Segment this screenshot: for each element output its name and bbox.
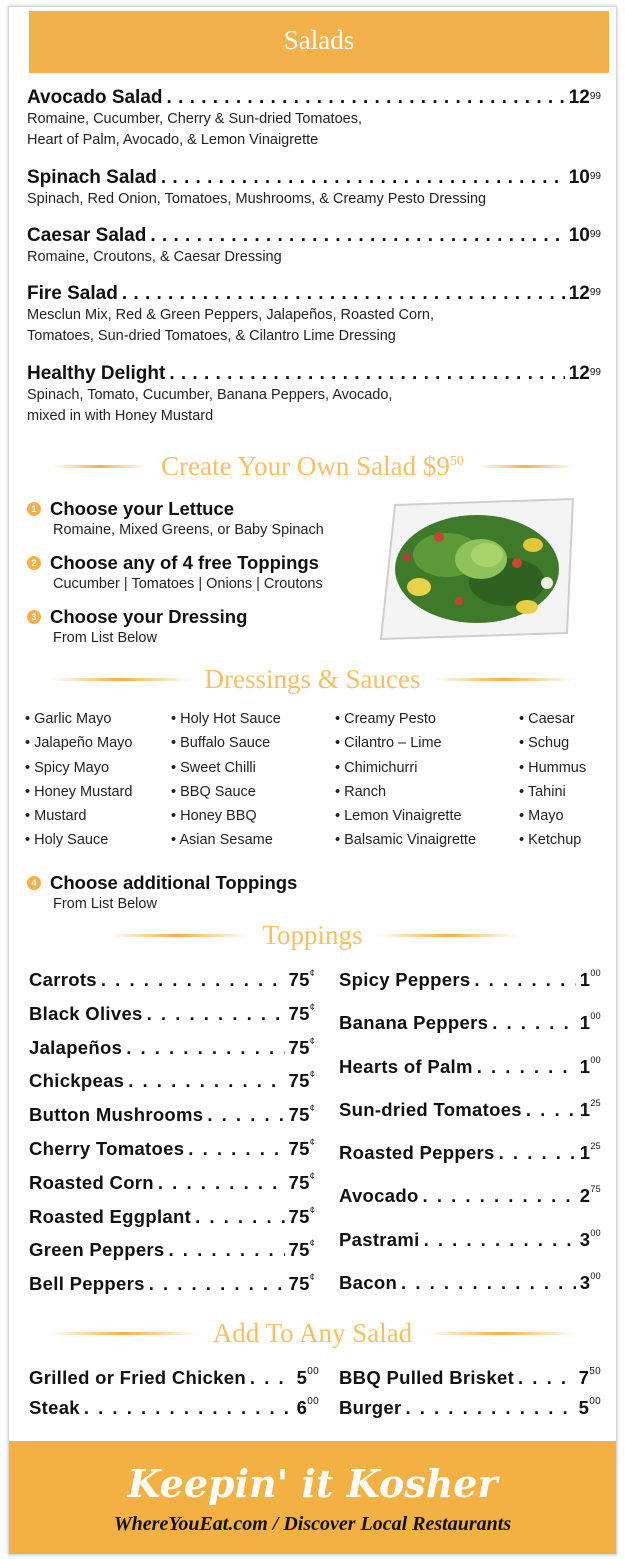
step-number-badge: 1 xyxy=(27,502,41,516)
step-sub: From List Below xyxy=(53,630,157,646)
salad-price: $12^{99}$ xyxy=(568,363,601,384)
salad-item xyxy=(27,87,601,151)
add-item: BBQ Pulled Brisket . . . $7^{50}$ xyxy=(339,1367,601,1389)
salad-price: $10^{99}$ xyxy=(568,225,601,246)
create-salad-title: Create Your Own Salad xyxy=(161,450,417,481)
topping-item: Roasted Corn . . . 75¢ xyxy=(29,1172,315,1206)
dressing-item: • Cilantro – Lime xyxy=(335,731,476,755)
dressing-item: • Caesar xyxy=(519,707,586,731)
topping-item: Roasted Peppers . . . $1^{25}$ xyxy=(339,1142,601,1185)
step-toppings xyxy=(27,552,323,594)
salad-desc: mixed in with Honey Mustard xyxy=(27,408,214,424)
salad-desc: Spinach, Tomato, Cucumber, Banana Peppers, Avocado, xyxy=(27,387,393,403)
salad-item xyxy=(27,283,601,347)
salad-desc: Mesclun Mix, Red & Green Peppers, Jalapeños, Roasted Corn, xyxy=(27,307,435,323)
topping-item: Cherry Tomatoes . . . 75¢ xyxy=(29,1138,315,1172)
step-dressing xyxy=(27,606,247,648)
salad-bowl-image xyxy=(377,497,577,645)
dressing-item: • Honey BBQ xyxy=(171,804,281,828)
dressing-item: • BBQ Sauce xyxy=(171,780,281,804)
salad-name: Avocado Salad xyxy=(27,87,163,108)
salad-price: $12^{99}$ xyxy=(568,283,601,304)
topping-item: Sun-dried Tomatoes . . . $1^{25}$ xyxy=(339,1099,601,1142)
add-item: Steak . . . $6^{00}$ xyxy=(29,1397,319,1419)
topping-item: Green Peppers . . . 75¢ xyxy=(29,1239,315,1273)
step-sub: Cucumber | Tomatoes | Onions | Croutons xyxy=(53,576,323,592)
topping-item: Spicy Peppers . . . $1^{00}$ xyxy=(339,969,601,1012)
dressings-column xyxy=(335,707,476,853)
dressing-item: • Hummus xyxy=(519,756,586,780)
salad-name: Caesar Salad xyxy=(27,225,147,246)
salad-desc: Tomatoes, Sun-dried Tomatoes, & Cilantro Lime Dressing xyxy=(27,328,396,344)
topping-item: Carrots . . . 75¢ xyxy=(29,969,315,1003)
dressing-item: • Holy Sauce xyxy=(25,828,132,852)
step-title: Choose your Lettuce xyxy=(50,498,234,519)
dressing-item: • Mayo xyxy=(519,804,586,828)
topping-item: Pastrami . . . $3^{00}$ xyxy=(339,1229,601,1272)
topping-item: Black Olives . . . 75¢ xyxy=(29,1003,315,1037)
dressing-item: • Ranch xyxy=(335,780,476,804)
salad-desc: Romaine, Cucumber, Cherry & Sun-dried Tomatoes, xyxy=(27,111,362,127)
create-salad-heading xyxy=(9,448,616,484)
topping-item: Hearts of Palm . . . $1^{00}$ xyxy=(339,1056,601,1099)
dressing-item: • Tahini xyxy=(519,780,586,804)
step-number-badge: 4 xyxy=(27,876,41,890)
dressing-item: • Jalapeño Mayo xyxy=(25,731,132,755)
dressing-item: • Balsamic Vinaigrette xyxy=(335,828,476,852)
dressing-item: • Spicy Mayo xyxy=(25,756,132,780)
add-heading xyxy=(9,1315,616,1351)
dressing-item: • Garlic Mayo xyxy=(25,707,132,731)
step-additional-toppings xyxy=(27,872,297,914)
salad-name: Healthy Delight xyxy=(27,363,166,384)
add-item: Burger . . . $5^{00}$ xyxy=(339,1397,601,1419)
topping-item: Bell Peppers . . . 75¢ xyxy=(29,1273,315,1307)
topping-item: Avocado . . . $2^{75}$ xyxy=(339,1185,601,1228)
dressing-item: • Buffalo Sauce xyxy=(171,731,281,755)
add-item: Grilled or Fried Chicken . . . $5^{00}$ xyxy=(29,1367,319,1389)
dressings-heading xyxy=(9,661,616,697)
salad-desc: Spinach, Red Onion, Tomatoes, Mushrooms, & Creamy Pesto Dressing xyxy=(27,191,487,207)
dressings-column xyxy=(171,707,281,853)
dressing-item: • Creamy Pesto xyxy=(335,707,476,731)
footer-bar xyxy=(9,1441,616,1554)
dressing-item: • Ketchup xyxy=(519,828,586,852)
dressings-title: Dressings & Sauces xyxy=(204,663,421,694)
add-title: Add To Any Salad xyxy=(212,1317,413,1348)
salad-name: Fire Salad xyxy=(27,283,118,304)
salad-name: Spinach Salad xyxy=(27,167,157,188)
step-title: Choose your Dressing xyxy=(50,606,248,627)
step-lettuce xyxy=(27,498,324,540)
salad-desc: Romaine, Croutons, & Caesar Dressing xyxy=(27,249,282,265)
menu-page xyxy=(8,6,617,1555)
salads-title: Salads xyxy=(283,25,355,55)
step-sub: From List Below xyxy=(53,896,157,912)
toppings-heading xyxy=(9,917,616,953)
salad-item xyxy=(27,167,601,210)
dressing-item: • Holy Hot Sauce xyxy=(171,707,281,731)
dressing-item: • Asian Sesame xyxy=(171,828,281,852)
site-credit: WhereYouEat.com / Discover Local Restaurants xyxy=(113,1513,512,1535)
dressing-item: • Lemon Vinaigrette xyxy=(335,804,476,828)
topping-item: Chickpeas . . . 75¢ xyxy=(29,1070,315,1104)
dressings-column xyxy=(25,707,132,853)
topping-item: Bacon . . . $3^{00}$ xyxy=(339,1272,601,1315)
toppings-right-column xyxy=(339,969,601,1315)
salad-price: $12^{99}$ xyxy=(568,87,601,108)
create-salad-price: $\$9^{50}$ xyxy=(422,450,464,481)
dressing-item: • Sweet Chilli xyxy=(171,756,281,780)
dressings-column xyxy=(519,707,586,853)
step-sub: Romaine, Mixed Greens, or Baby Spinach xyxy=(53,522,324,538)
toppings-title: Toppings xyxy=(262,919,363,950)
toppings-left-column xyxy=(29,969,315,1307)
dressing-item: • Chimichurri xyxy=(335,756,476,780)
dressing-item: • Honey Mustard xyxy=(25,780,132,804)
topping-item: Roasted Eggplant . . . 75¢ xyxy=(29,1206,315,1240)
step-number-badge: 3 xyxy=(27,610,41,624)
dressing-item: • Schug xyxy=(519,731,586,755)
salads-header-bar xyxy=(29,11,609,73)
salad-desc: Heart of Palm, Avocado, & Lemon Vinaigrette xyxy=(27,132,319,148)
salad-item xyxy=(27,225,601,268)
step-number-badge: 2 xyxy=(27,556,41,570)
step-title: Choose any of 4 free Toppings xyxy=(50,552,319,573)
topping-item: Banana Peppers . . . $1^{00}$ xyxy=(339,1012,601,1055)
salad-price: $10^{99}$ xyxy=(568,167,601,188)
dressing-item: • Mustard xyxy=(25,804,132,828)
step-title: Choose additional Toppings xyxy=(50,872,298,893)
topping-item: Jalapeños . . . 75¢ xyxy=(29,1037,315,1071)
salad-item xyxy=(27,363,601,427)
topping-item: Button Mushrooms . . . 75¢ xyxy=(29,1104,315,1138)
brand-tagline: Keepin' it Kosher xyxy=(127,1461,498,1506)
